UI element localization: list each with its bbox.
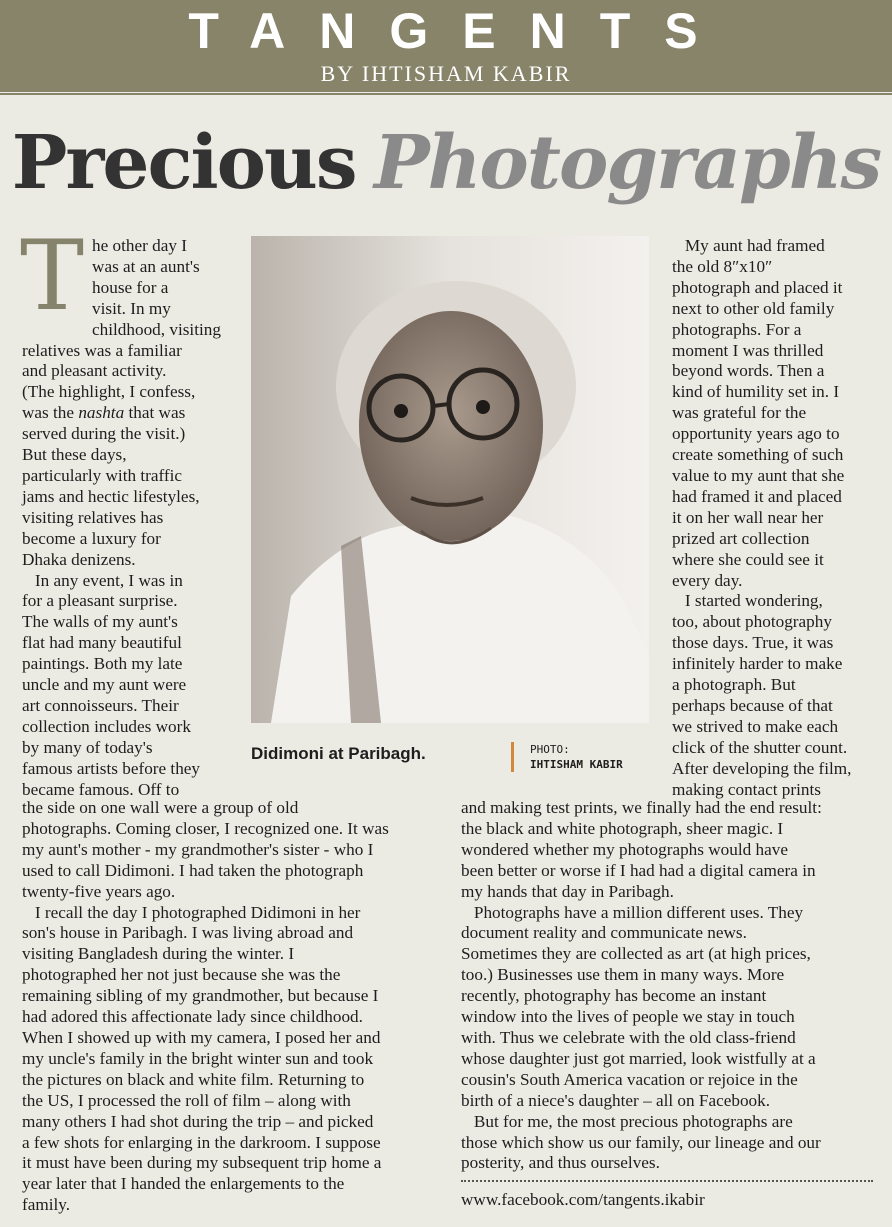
article-column-1: [20, 220, 247, 800]
text-line: posterity, and thus ourselves.: [461, 1153, 660, 1173]
text-line: those days. True, it was: [672, 633, 834, 653]
photo-credit: [511, 742, 623, 772]
text-line: the black and white photograph, sheer magic. I: [461, 818, 784, 838]
text-line: document reality and communicate news.: [461, 923, 747, 943]
text-line: the old 8″x10″: [672, 256, 773, 276]
text-line: collection includes work: [22, 716, 191, 736]
text-line: (The highlight, I confess,: [22, 382, 196, 402]
text-line: my aunt's mother - my grandmother's sister - who I: [22, 839, 374, 859]
text-line: next to other old family: [672, 298, 835, 318]
text-line: But for me, the most precious photographs are: [461, 1111, 793, 1131]
text-line: it must have been during my subsequent trip home a: [22, 1153, 382, 1173]
text-line: visiting Bangladesh during the winter. I: [22, 944, 295, 964]
text-line: recently, photography has become an instant: [461, 986, 767, 1006]
text-line: visit. In my: [92, 298, 171, 318]
text-line: was the nashta that was: [22, 403, 186, 423]
text-line: a few shots for enlarging in the darkroom. I suppose: [22, 1132, 381, 1152]
text-line: When I showed up with my camera, I posed her and: [22, 1027, 381, 1047]
text-line: too, about photography: [672, 612, 832, 632]
headline-word-photographs: Photographs: [373, 120, 881, 206]
text-line: for a pleasant surprise.: [22, 591, 178, 611]
text-line: create something of such: [672, 445, 844, 465]
text-line: window into the lives of people we stay in touch: [461, 1007, 795, 1027]
text-line: uncle and my aunt were: [22, 675, 187, 695]
text-line: infinitely harder to make: [672, 654, 843, 674]
text-line: my uncle's family in the bright winter sun and took: [22, 1048, 374, 1068]
text-line: click of the shutter count.: [672, 737, 848, 757]
photo-caption: Didimoni at Paribagh.: [251, 744, 426, 763]
text-line: Sometimes they are collected as art (at high prices,: [461, 944, 811, 964]
text-line: was grateful for the: [672, 403, 807, 423]
text-line: visiting relatives has: [22, 507, 164, 527]
author-byline: BY IHTISHAM KABIR: [320, 61, 572, 86]
text-line: become a luxury for: [22, 528, 161, 548]
text-line: the side on one wall were a group of old: [22, 798, 299, 817]
text-line: every day.: [672, 570, 743, 590]
text-line: too.) Businesses use them in many ways. More: [461, 965, 785, 985]
text-line: Photographs have a million different uses. They: [461, 902, 804, 922]
text-line: flat had many beautiful: [22, 633, 182, 653]
text-line: value to my aunt that she: [672, 465, 845, 485]
text-line: we strived to make each: [672, 716, 839, 736]
text-line: my hands that day in Paribagh.: [461, 881, 674, 901]
text-line: My aunt had framed: [672, 236, 825, 255]
text-line: with. Thus we celebrate with the old class-friend: [461, 1027, 796, 1047]
photo-credit-name: IHTISHAM KABIR: [530, 758, 623, 771]
text-line: by many of today's: [22, 737, 153, 757]
facebook-link[interactable]: www.facebook.com/tangents.ikabir: [461, 1190, 705, 1209]
text-line: family.: [22, 1195, 71, 1215]
text-line: opportunity years ago to: [672, 424, 840, 444]
text-line: beyond words. Then a: [672, 361, 825, 381]
text-line: But these days,: [22, 445, 127, 465]
text-line: had framed it and placed: [672, 486, 842, 506]
text-line: birth of a niece's daughter – all on Facebook.: [461, 1090, 771, 1110]
text-line: and pleasant activity.: [22, 361, 167, 381]
text-line: served during the visit.): [22, 424, 186, 444]
text-line: making contact prints: [672, 779, 821, 799]
article-column-1-continued: [22, 798, 452, 1216]
text-line: famous artists before they: [22, 758, 201, 778]
text-line: year later that I handed the enlargements to the: [22, 1174, 345, 1194]
text-line: I started wondering,: [672, 591, 823, 611]
text-line: many others I had shot during the trip – and picked: [22, 1111, 374, 1131]
text-line: photographs. For a: [672, 319, 802, 339]
text-line: remaining sibling of my grandmother, but because I: [22, 986, 379, 1006]
text-line: photographs. Coming closer, I recognized one. It was: [22, 818, 389, 838]
footer-divider: [461, 1180, 873, 1182]
text-line: particularly with traffic: [22, 465, 183, 485]
text-line: art connoisseurs. Their: [22, 695, 179, 715]
text-line: used to call Didimoni. I had taken the photograph: [22, 860, 364, 880]
drop-cap: T: [20, 220, 85, 332]
text-line: After developing the film,: [672, 758, 852, 778]
text-line: childhood, visiting: [92, 319, 221, 339]
article-column-2-continued: [461, 798, 886, 1174]
portrait-photo: [251, 236, 649, 723]
text-line: became famous. Off to: [22, 779, 180, 799]
text-line: a photograph. But: [672, 675, 796, 695]
headline-word-precious: Precious: [11, 120, 356, 206]
text-line: wondered whether my photographs would have: [461, 839, 788, 859]
text-line: The walls of my aunt's: [22, 612, 178, 632]
text-line: it on her wall near her: [672, 507, 824, 527]
portrait-illustration: [251, 236, 649, 723]
text-line: house for a: [92, 277, 169, 297]
text-line: jams and hectic lifestyles,: [22, 486, 200, 506]
text-line: Dhaka denizens.: [22, 549, 136, 569]
text-line: those which show us our family, our lineage and our: [461, 1132, 821, 1152]
text-line: relatives was a familiar: [22, 340, 182, 360]
text-line: had adored this affectionate lady since childhood.: [22, 1007, 363, 1027]
text-line: where she could see it: [672, 549, 824, 569]
text-line: the US, I processed the roll of film – along with: [22, 1090, 351, 1110]
text-line: been better or worse if I had had a digital camera in: [461, 860, 816, 880]
column-title: TANGENTS: [188, 3, 732, 59]
text-line: kind of humility set in. I: [672, 382, 840, 402]
text-line: cousin's South America vacation or rejoice in the: [461, 1069, 798, 1089]
text-line: twenty-five years ago.: [22, 881, 176, 901]
text-line: and making test prints, we finally had the end result:: [461, 798, 822, 817]
text-line: son's house in Paribagh. I was living abroad and: [22, 923, 354, 943]
masthead-rule: [0, 93, 892, 95]
text-line: whose daughter just got married, look wistfully at a: [461, 1048, 816, 1068]
article-column-2: [672, 236, 887, 800]
text-line: he other day I: [92, 236, 187, 255]
photo-credit-label: PHOTO:: [530, 743, 570, 756]
text-line: prized art collection: [672, 528, 810, 548]
text-line: paintings. Both my late: [22, 654, 183, 674]
text-line: photographed her not just because she was the: [22, 965, 341, 985]
article-headline: [0, 118, 892, 209]
text-line: I recall the day I photographed Didimoni in her: [22, 902, 361, 922]
masthead-banner: [0, 0, 892, 92]
text-line: was at an aunt's: [92, 256, 200, 276]
text-line: In any event, I was in: [22, 570, 183, 590]
text-line: photograph and placed it: [672, 277, 843, 297]
text-line: the pictures on black and white film. Returning to: [22, 1069, 365, 1089]
text-line: moment I was thrilled: [672, 340, 824, 360]
text-line: perhaps because of that: [672, 695, 833, 715]
